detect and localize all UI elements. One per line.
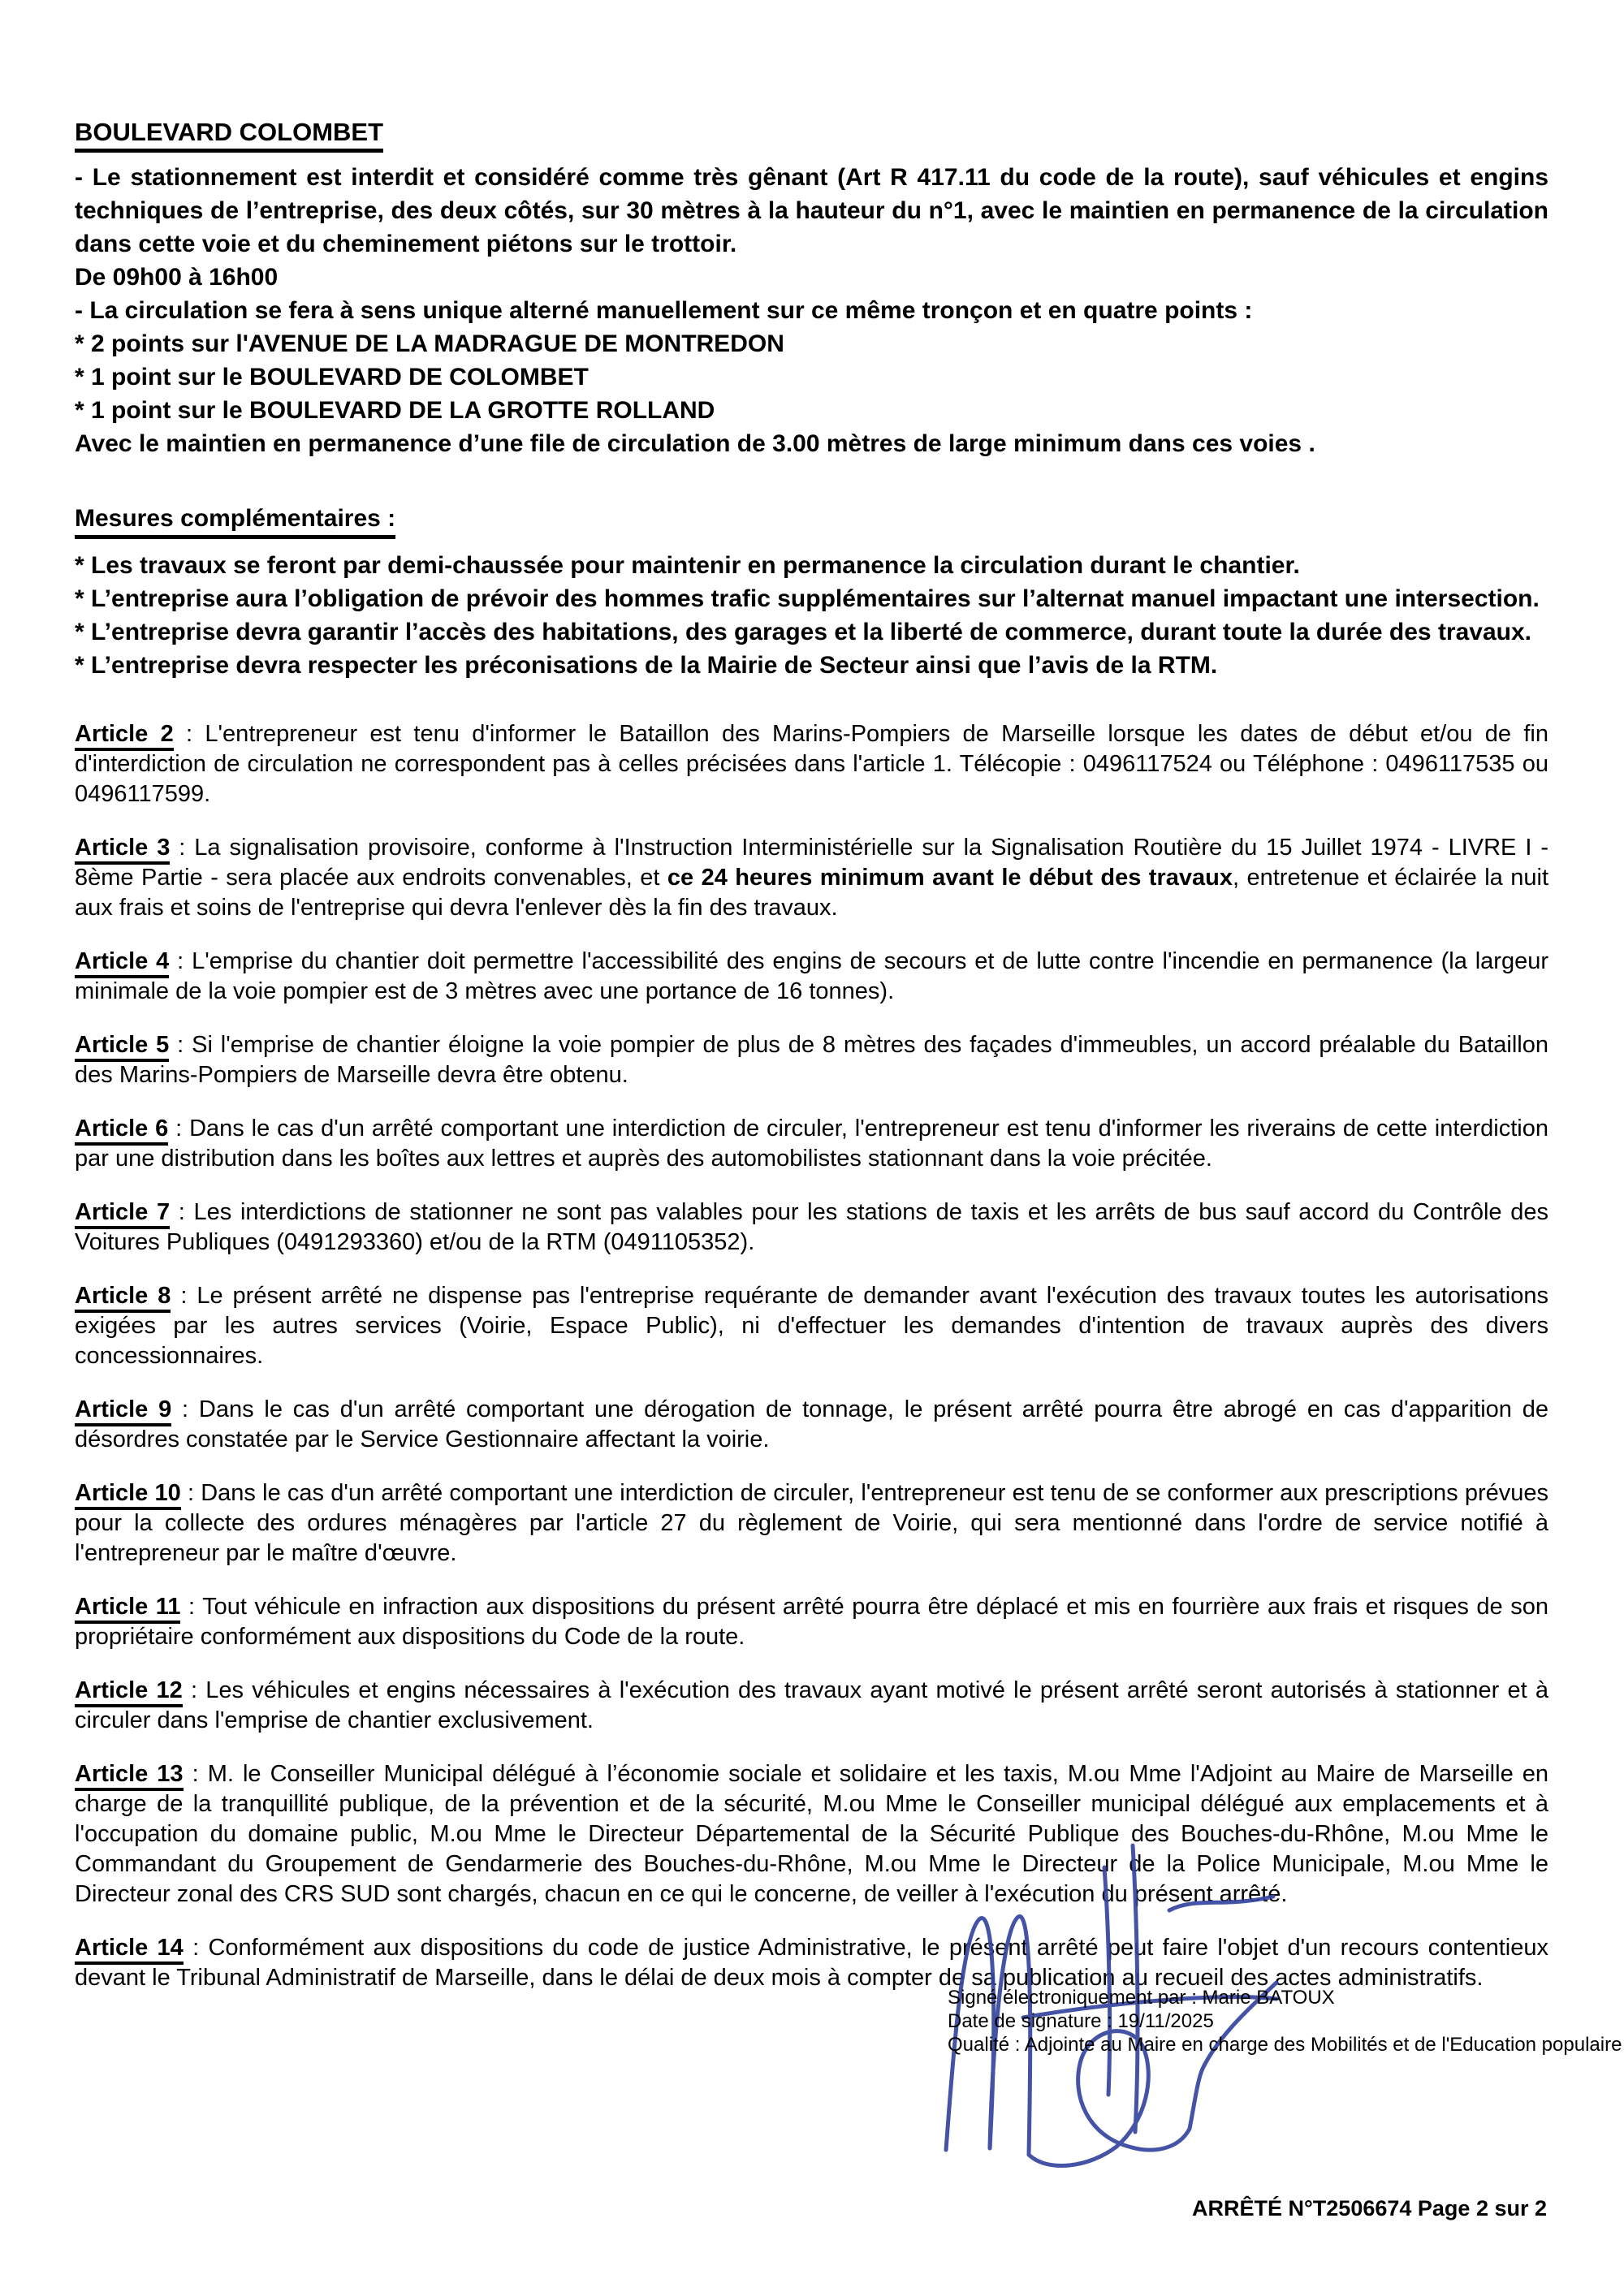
article-11 bbox=[75, 1592, 1548, 1652]
page-footer: ARRÊTÉ N°T2506674 Page 2 sur 2 bbox=[1192, 2196, 1547, 2220]
article-7 bbox=[75, 1198, 1548, 1258]
article-13-text: : M. le Conseiller Municipal délégué à l’économie sociale et solidaire et les taxis, M.ou Mme l'Adjoint au Maire de Marseille en charge de la tranquillité publique, de la prévention et de la sécurité, M.ou Mme le Conseiller municipal délégué aux emplacements et à l'occupation du domaine public, M.ou Mme le Directeur Départemental de la Sécurité Publique des Bouches-du-Rhône, M.ou Mme le Commandant du Groupement de Gendarmerie des Bouches-du-Rhône, M.ou Mme le Directeur de la Police Municipale, M.ou Mme le Directeur zonal des CRS SUD sont chargés, chacun en ce qui le concerne, de veiller à l'exécution du présent arrêté. bbox=[75, 1761, 1548, 1907]
article-10 bbox=[75, 1478, 1548, 1569]
mesure-item-3: * L’entreprise devra garantir l’accès des habitations, des garages et la liberté de commerce, durant toute la durée des travaux. bbox=[75, 619, 1532, 645]
article-7-text: : Les interdictions de stationner ne sont pas valables pour les stations de taxis et les arrêts de bus sauf accord du Contrôle des Voitures Publiques (0491293360) et/ou de la RTM (0491105352). bbox=[75, 1199, 1549, 1255]
intro-parking-restriction: - Le stationnement est interdit et considéré comme très gênant (Art R 417.11 du code de la route), sauf véhicules et engins techniques de l’entreprise, des deux côtés, sur 30 mètres à la hauteur du n°1, avec le maintien en permanence de la circulation dans cette voie et du cheminement piétons sur le trottoir. bbox=[75, 164, 1548, 257]
signature-signed-by: Signé électroniquement par : Marie BATOUX bbox=[948, 1987, 1335, 2009]
article-14-text: : Conformément aux dispositions du code de justice Administrative, le présent arrêté peut faire l'objet d'un recours contentieux devant le Tribunal Administratif de Marseille, dans le délai de deux mois à compter de sa publication au recueil des actes administratifs. bbox=[75, 1935, 1548, 1991]
article-10-text: : Dans le cas d'un arrêté comportant une interdiction de circuler, l'entrepreneur est tenu de se conformer aux prescriptions prévues pour la collecte des ordures ménagères par l'article 27 du règlement de Voirie, qui sera mentionné dans l'ordre de service notifié à l'entrepreneur par le maître d'œuvre. bbox=[75, 1480, 1548, 1566]
article-9-text: : Dans le cas d'un arrêté comportant une dérogation de tonnage, le présent arrêté pourra être abrogé en cas d'apparition de désordres constatée par le Service Gestionnaire affectant la voirie. bbox=[75, 1396, 1548, 1452]
article-8 bbox=[75, 1281, 1548, 1371]
article-12-label: Article 12 bbox=[75, 1677, 183, 1707]
intro-point-2: * 1 point sur le BOULEVARD DE COLOMBET bbox=[75, 364, 589, 391]
electronic-signature-block bbox=[948, 1986, 1622, 2056]
article-9-label: Article 9 bbox=[75, 1396, 171, 1426]
article-7-label: Article 7 bbox=[75, 1199, 170, 1229]
article-6 bbox=[75, 1114, 1548, 1174]
article-4-text: : L'emprise du chantier doit permettre l'accessibilité des engins de secours et de lutte contre l'incendie en permanence (la largeur minimale de la voie pompier est de 3 mètres avec une portance de 16 tonnes). bbox=[75, 948, 1548, 1004]
article-3 bbox=[75, 833, 1548, 923]
article-11-label: Article 11 bbox=[75, 1594, 180, 1624]
signature-date: Date de signature : 19/11/2025 bbox=[948, 2010, 1214, 2032]
intro-hours: De 09h00 à 16h00 bbox=[75, 264, 279, 291]
mesure-item-4: * L’entreprise devra respecter les préconisations de la Mairie de Secteur ainsi que l’avis de la RTM. bbox=[75, 652, 1218, 679]
article-13 bbox=[75, 1759, 1548, 1910]
article-5-label: Article 5 bbox=[75, 1032, 169, 1062]
intro-point-3: * 1 point sur le BOULEVARD DE LA GROTTE ROLLAND bbox=[75, 397, 715, 424]
street-heading: BOULEVARD COLOMBET bbox=[75, 118, 383, 153]
article-3-text: : La signalisation provisoire, conforme à l'Instruction Interministérielle sur la Signalisation Routière du 15 Juillet 1974 - LIVRE I - 8ème Partie - sera placée aux endroits convenables, et bbox=[75, 835, 1548, 891]
article-5 bbox=[75, 1030, 1548, 1090]
article-13-label: Article 13 bbox=[75, 1761, 184, 1791]
article-12-text: : Les véhicules et engins nécessaires à l'exécution des travaux ayant motivé le présent arrêté seront autorisés à stationner et à circuler dans l'emprise de chantier exclusivement. bbox=[75, 1677, 1548, 1733]
article-6-text: : Dans le cas d'un arrêté comportant une interdiction de circuler, l'entrepreneur est tenu d'informer les riverains de cette interdiction par une distribution dans les boîtes aux lettres et auprès des automobilistes stationnant dans la voie précitée. bbox=[75, 1116, 1548, 1172]
article-11-text: : Tout véhicule en infraction aux dispositions du présent arrêté pourra être déplacé et mis en fourrière aux frais et risques de son propriétaire conformément aux dispositions du Code de la route. bbox=[75, 1594, 1548, 1650]
intro-point-1: * 2 points sur l'AVENUE DE LA MADRAGUE DE MONTREDON bbox=[75, 330, 784, 357]
article-6-label: Article 6 bbox=[75, 1116, 168, 1146]
article-9 bbox=[75, 1395, 1548, 1455]
article-2-text: : L'entrepreneur est tenu d'informer le Bataillon des Marins-Pompiers de Marseille lorsque les dates de début et/ou de fin d'interdiction de circulation ne correspondent pas à celles précisées dans l'article 1. Télécopie : 0496117524 ou Téléphone : 0496117535 ou 0496117599. bbox=[75, 721, 1548, 807]
article-4-label: Article 4 bbox=[75, 948, 169, 978]
article-5-text: : Si l'emprise de chantier éloigne la voie pompier de plus de 8 mètres des façades d'immeubles, un accord préalable du Bataillon des Marins-Pompiers de Marseille devra être obtenu. bbox=[75, 1032, 1548, 1088]
article-4 bbox=[75, 947, 1548, 1007]
article-8-text: : Le présent arrêté ne dispense pas l'entreprise requérante de demander avant l'exécution des travaux toutes les autorisations exigées par les autres services (Voirie, Espace Public), ni d'effectuer les demandes d'intention de travaux auprès des divers concessionnaires. bbox=[75, 1283, 1548, 1369]
mesures-heading: Mesures complémentaires : bbox=[75, 504, 395, 539]
article-10-label: Article 10 bbox=[75, 1480, 181, 1510]
mesure-item-2: * L’entreprise aura l’obligation de prévoir des hommes trafic supplémentaires sur l’alternat manuel impactant une intersection. bbox=[75, 585, 1540, 612]
signature-quality: Qualité : Adjointe au Maire en charge des Mobilités et de l'Education populaire bbox=[948, 2034, 1622, 2056]
article-12 bbox=[75, 1676, 1548, 1736]
article-14 bbox=[75, 1933, 1548, 1993]
content-area bbox=[75, 118, 1548, 2017]
article-3-label: Article 3 bbox=[75, 835, 170, 865]
article-2-label: Article 2 bbox=[75, 721, 174, 751]
article-3-text-end: , entretenue et éclairée la nuit aux frais et soins de l'entreprise qui devra l'enlever dès la fin des travaux. bbox=[75, 865, 1548, 921]
mesure-item-1: * Les travaux se feront par demi-chaussée pour maintenir en permanence la circulation durant le chantier. bbox=[75, 552, 1300, 579]
article-2 bbox=[75, 719, 1548, 809]
article-14-label: Article 14 bbox=[75, 1935, 184, 1965]
article-8-label: Article 8 bbox=[75, 1283, 171, 1313]
article-3-bold-text: ce 24 heures minimum avant le début des travaux bbox=[667, 865, 1233, 891]
articles-section bbox=[75, 719, 1548, 1993]
intro-alternance: - La circulation se fera à sens unique alterné manuellement sur ce même tronçon et en quatre points : bbox=[75, 297, 1253, 324]
intro-maintien: Avec le maintien en permanence d’une file de circulation de 3.00 mètres de large minimum dans ces voies . bbox=[75, 430, 1315, 457]
